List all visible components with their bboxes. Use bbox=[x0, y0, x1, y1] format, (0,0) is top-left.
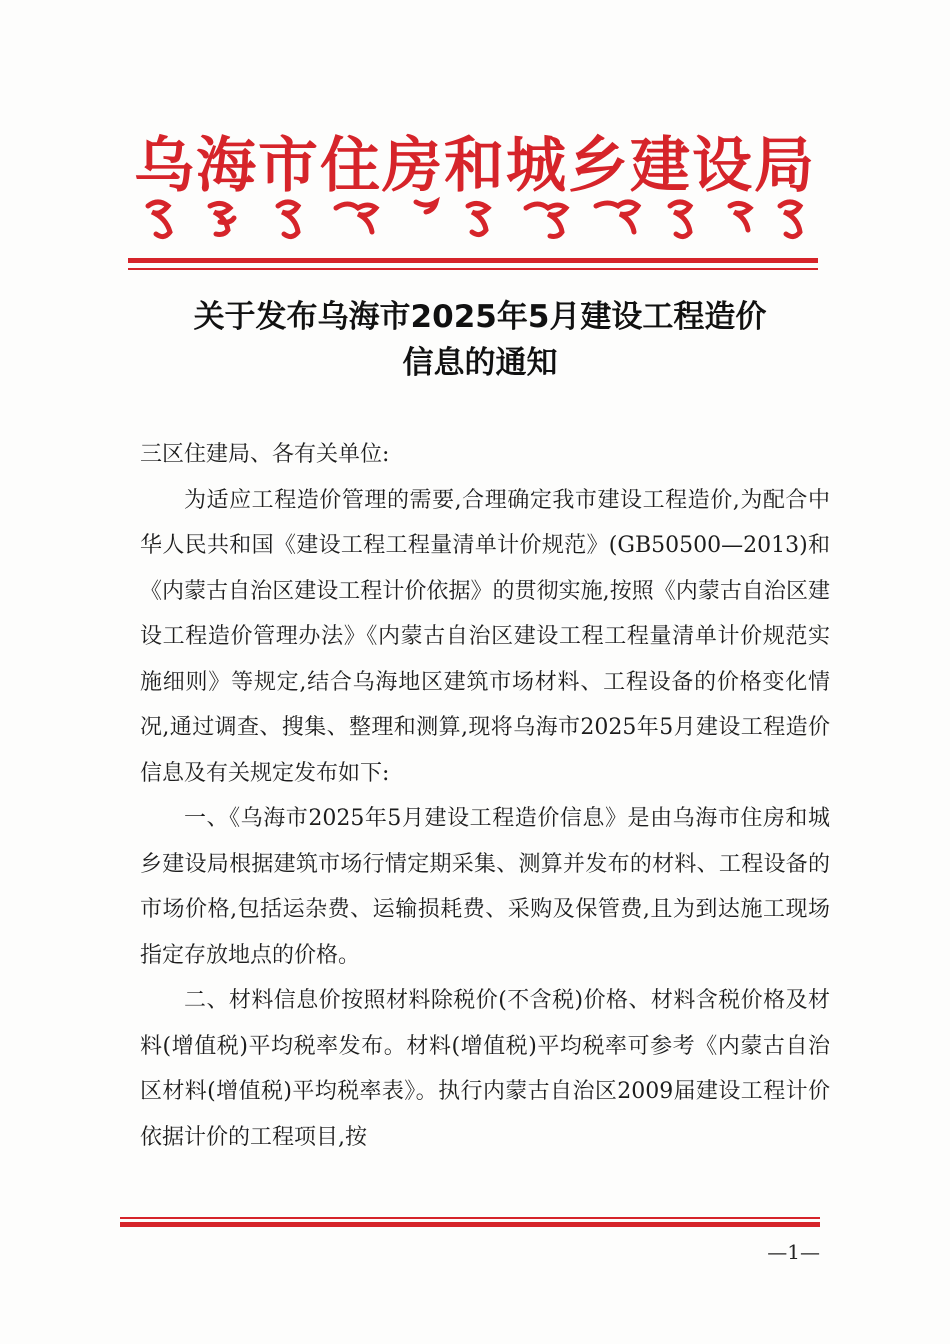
page-number: —1— bbox=[767, 1240, 820, 1264]
salutation: 三区住建局、各有关单位: bbox=[140, 442, 390, 467]
header-divider-thin bbox=[128, 268, 818, 270]
document-title bbox=[120, 294, 840, 386]
body-paragraph-item-1: 一、《乌海市2025年5月建设工程造价信息》是由乌海市住房和城乡建设局根据建筑市场行情定期采集、测算并发布的材料、工程设备的市场价格,包括运杂费、运输损耗费、采购及保管费,且为到达施工现场指定存放地点的价格。 bbox=[140, 806, 830, 968]
body-paragraph-item-2: 二、材料信息价按照材料除税价(不含税)价格、材料含税价格及材料(增值税)平均税率发布。材料(增值税)平均税率可参考《内蒙古自治区材料(增值税)平均税率表》。执行内蒙古自治区2009届建设工程计价依据计价的工程项目,按 bbox=[140, 988, 830, 1150]
document-title-line-2: 信息的通知 bbox=[402, 345, 558, 381]
header-divider-thick bbox=[128, 258, 818, 263]
mongolian-script-graphic bbox=[140, 192, 820, 248]
footer-divider-thick bbox=[120, 1222, 820, 1227]
agency-letterhead-title: 乌海市住房和城乡建设局 bbox=[134, 131, 816, 201]
footer-divider-thin bbox=[120, 1217, 820, 1219]
document-body bbox=[140, 432, 830, 1160]
document-title-line-1: 关于发布乌海市2025年5月建设工程造价 bbox=[193, 299, 767, 335]
mongolian-script-letterhead bbox=[140, 192, 820, 248]
body-paragraph-intro: 为适应工程造价管理的需要,合理确定我市建设工程造价,为配合中华人民共和国《建设工程工程量清单计价规范》(GB50500—2013)和《内蒙古自治区建设工程计价依据》的贯彻实施,按照《内蒙古自治区建设工程造价管理办法》《内蒙古自治区建设工程工程量清单计价规范实施细则》等规定,结合乌海地区建筑市场材料、工程设备的价格变化情况,通过调查、搜集、整理和测算,现将乌海市2025年5月建设工程造价信息及有关规定发布如下: bbox=[140, 487, 830, 786]
